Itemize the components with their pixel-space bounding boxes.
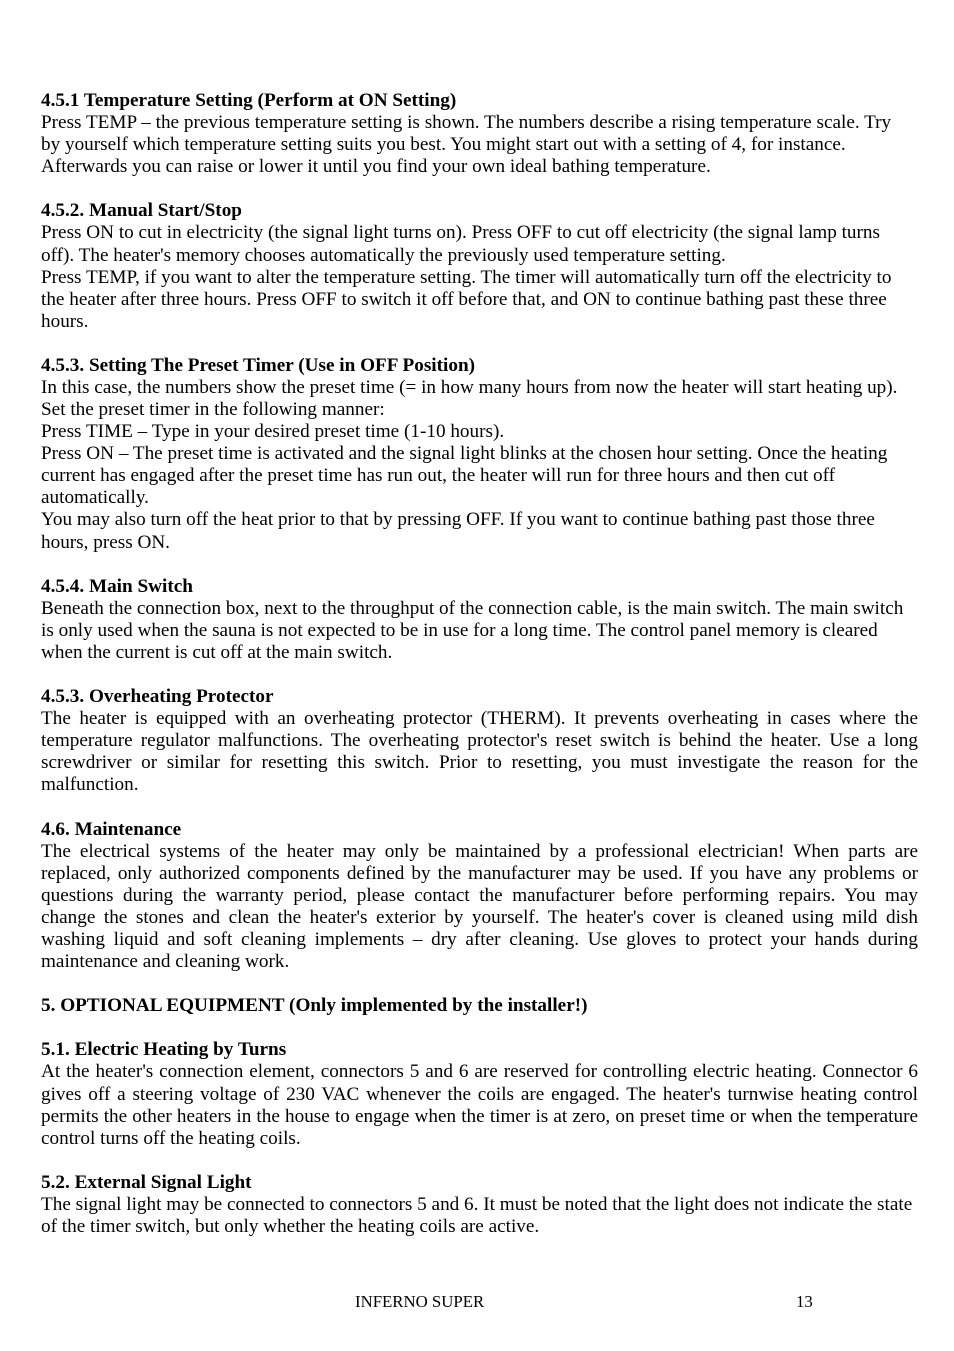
paragraph-line: of the timer switch, but only whether the heating coils are active. xyxy=(41,1215,540,1237)
section-optional-equipment xyxy=(41,995,918,1017)
paragraph-line: when the current is cut off at the main switch. xyxy=(41,641,393,663)
paragraph-line: automatically. xyxy=(41,487,149,509)
paragraph-line: replaced, only authorized components defined by the manufacturer may be used. If you have any problems or xyxy=(41,862,918,884)
section-heading: 4.5.2. Manual Start/Stop xyxy=(41,200,242,222)
paragraph-line: The signal light may be connected to connectors 5 and 6. It must be noted that the light does not indicate the state xyxy=(41,1193,913,1215)
paragraph-line: Press TEMP – the previous temperature setting is shown. The numbers describe a rising temperature scale. Try xyxy=(41,112,892,134)
paragraph-line: hours. xyxy=(41,310,89,332)
paragraph-line: In this case, the numbers show the preset time (= in how many hours from now the heater will start heating up). xyxy=(41,377,898,399)
section-overheating-protector xyxy=(41,686,918,796)
paragraph-line: change the stones and clean the heater's exterior by yourself. The heater's cover is cleaned using mild dish xyxy=(41,906,918,928)
section-heading: 5.1. Electric Heating by Turns xyxy=(41,1039,287,1061)
paragraph-line: gives off a steering voltage of 230 VAC whenever the coils are engaged. The heater's turnwise heating control xyxy=(41,1083,918,1105)
paragraph-line: washing liquid and soft cleaning implements – dry after cleaning. Use gloves to protect your hands during xyxy=(41,928,918,950)
paragraph xyxy=(41,421,918,443)
paragraph-line: screwdriver or similar for resetting this switch. Prior to resetting, you must investigate the reason for the xyxy=(41,752,918,774)
section-heading: 5.2. External Signal Light xyxy=(41,1171,252,1193)
section-electric-heating-by-turns xyxy=(41,1039,918,1149)
section-maintenance xyxy=(41,819,918,974)
paragraph xyxy=(41,377,918,421)
paragraph xyxy=(41,1194,918,1238)
section-preset-timer xyxy=(41,355,918,554)
paragraph xyxy=(41,112,918,178)
paragraph-line: Set the preset timer in the following manner: xyxy=(41,399,385,421)
paragraph-line: the heater after three hours. Press OFF to switch it off before that, and ON to continue bathing past these three xyxy=(41,288,887,310)
section-main-switch xyxy=(41,576,918,664)
footer-title: INFERNO SUPER xyxy=(355,1292,485,1311)
paragraph-line: The heater is equipped with an overheating protector (THERM). It prevents overheating in cases where the xyxy=(41,708,918,730)
page-number: 13 xyxy=(796,1292,813,1311)
paragraph-line: Beneath the connection box, next to the throughput of the connection cable, is the main switch. The main switch xyxy=(41,597,904,619)
section-heading: 4.5.4. Main Switch xyxy=(41,575,193,597)
paragraph-line: current has engaged after the preset time has run out, the heater will run for three hours and then cut off xyxy=(41,465,836,487)
section-heading: 4.6. Maintenance xyxy=(41,818,182,840)
paragraph-line: You may also turn off the heat prior to that by pressing OFF. If you want to continue bathing past those three xyxy=(41,509,875,531)
paragraph-line: Press TIME – Type in your desired preset time (1-10 hours). xyxy=(41,421,505,443)
paragraph-line: off). The heater's memory chooses automatically the previously used temperature setting. xyxy=(41,244,726,266)
section-heading: 4.5.1 Temperature Setting (Perform at ON Setting) xyxy=(41,90,457,111)
paragraph-line: Press TEMP, if you want to alter the temperature setting. The timer will automatically turn off the electricity to xyxy=(41,266,892,288)
paragraph xyxy=(41,222,918,266)
paragraph-line: maintenance and cleaning work. xyxy=(41,951,290,973)
section-heading: 5. OPTIONAL EQUIPMENT (Only implemented by the installer!) xyxy=(41,995,588,1017)
paragraph-line: malfunction. xyxy=(41,774,139,796)
paragraph xyxy=(41,443,918,509)
paragraph xyxy=(41,1061,918,1149)
paragraph-line: temperature regulator malfunctions. The overheating protector's reset switch is behind the heater. Use a long xyxy=(41,730,918,752)
section-heading: 4.5.3. Overheating Protector xyxy=(41,686,274,708)
paragraph-line: permits the other heaters in the house to engage when the timer is at zero, on preset time or when the temperature xyxy=(41,1105,918,1127)
paragraph-line: Afterwards you can raise or lower it until you find your own ideal bathing temperature. xyxy=(41,156,711,178)
paragraph xyxy=(41,509,918,553)
section-manual-start-stop xyxy=(41,200,918,332)
paragraph-line: questions during the warranty period, please contact the manufacturer before performing repairs. You may xyxy=(41,884,918,906)
paragraph-line: At the heater's connection element, connectors 5 and 6 are reserved for controlling electric heating. Connector 6 xyxy=(41,1061,918,1083)
paragraph-line: Press ON – The preset time is activated and the signal light blinks at the chosen hour setting. Once the heating xyxy=(41,443,888,465)
paragraph-line: control turns off the heating coils. xyxy=(41,1127,301,1149)
paragraph xyxy=(41,598,918,664)
paragraph-line: is only used when the sauna is not expected to be in use for a long time. The control panel memory is cleared xyxy=(41,619,878,641)
paragraph-line: The electrical systems of the heater may only be maintained by a professional electrician! When parts are xyxy=(41,840,918,862)
paragraph-line: by yourself which temperature setting suits you best. You might start out with a setting of 4, for instance. xyxy=(41,134,846,156)
section-heading: 4.5.3. Setting The Preset Timer (Use in OFF Position) xyxy=(41,354,476,376)
paragraph-line: Press ON to cut in electricity (the signal light turns on). Press OFF to cut off electricity (the signal lamp turns xyxy=(41,222,880,244)
page-body xyxy=(41,90,918,1238)
section-temperature-setting xyxy=(41,90,918,178)
paragraph xyxy=(41,841,918,973)
paragraph xyxy=(41,267,918,333)
paragraph-line: hours, press ON. xyxy=(41,531,170,553)
paragraph xyxy=(41,708,918,796)
section-external-signal-light xyxy=(41,1172,918,1238)
